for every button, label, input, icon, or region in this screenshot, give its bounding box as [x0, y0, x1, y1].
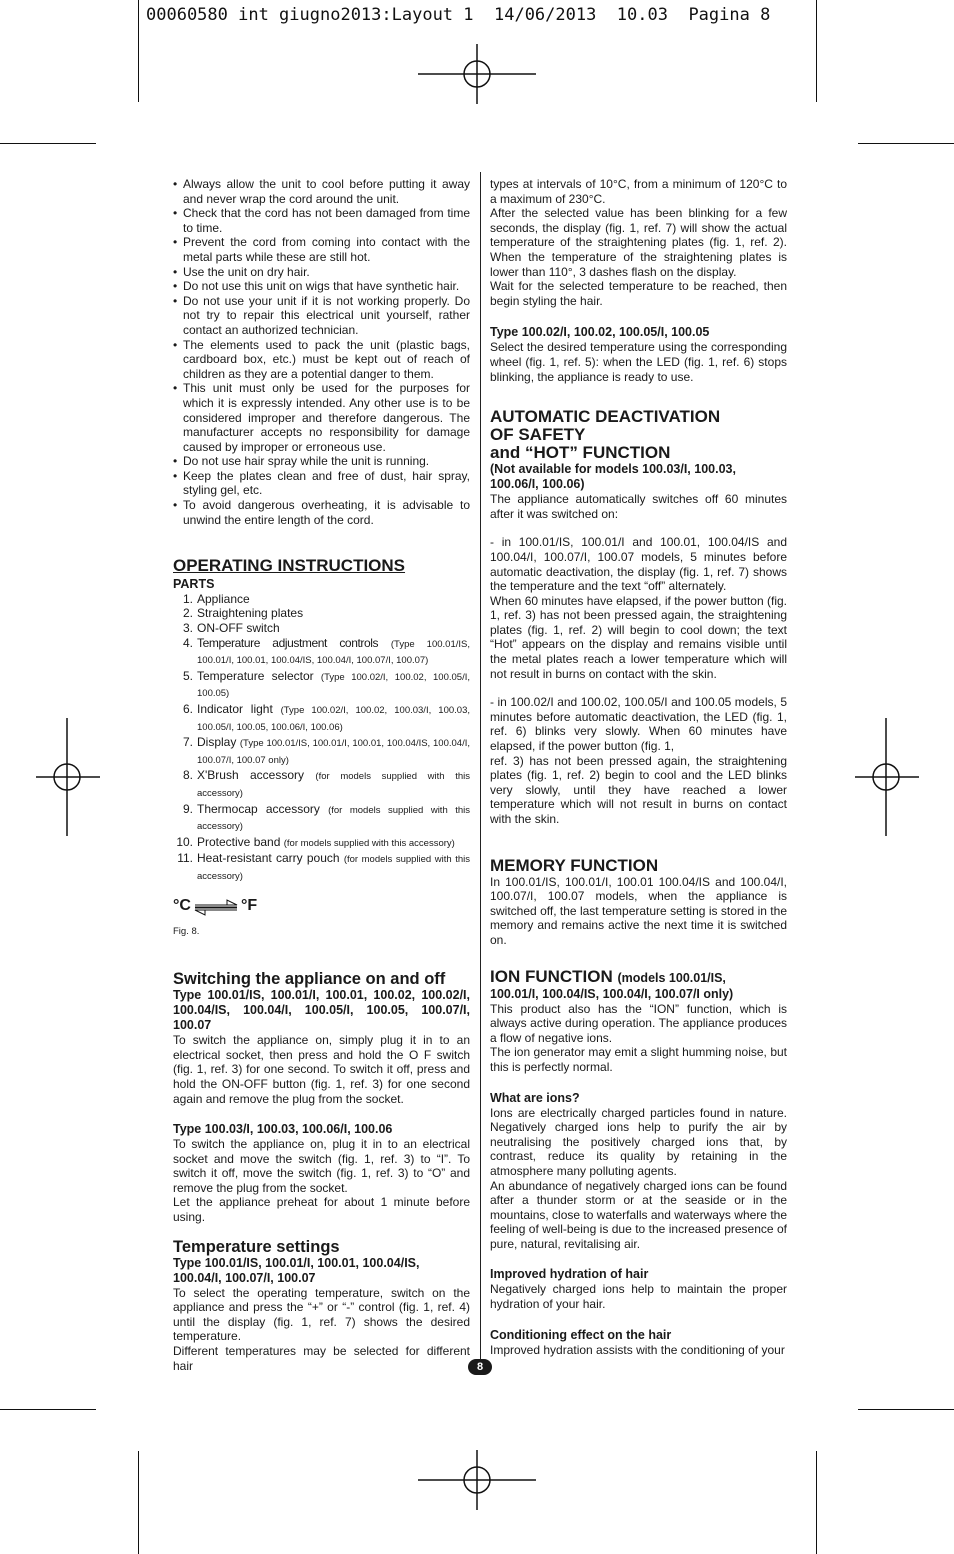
crop-mark [0, 1409, 96, 1410]
bullet-item: • Always allow the unit to cool before putting it away and never wrap the cord around the unit. [173, 177, 470, 206]
conditioning-heading: Conditioning effect on the hair [490, 1327, 672, 1342]
bullet-item: • To avoid dangerous overheating, it is advisable to unwind the entire length of the cord. [173, 498, 470, 527]
celsius-label: °C [173, 897, 191, 915]
auto-text-4: - in 100.02/I and 100.02, 100.05/I and 100.05 models, 5 minutes before automatic deactivation, the LED (fig. 1, ref. 6) blinks very slowly. When 60 minutes have elapsed, if the power button (fig. 1, [490, 695, 787, 754]
crop-mark [816, 1451, 817, 1554]
registration-mark-bottom [418, 1450, 536, 1510]
auto-text-1: The appliance automatically switches off 60 minutes after it was switched on: [490, 492, 787, 521]
crop-mark [858, 143, 954, 144]
auto-text-5: ref. 3) has not been pressed again, the straightening plates (fig. 1, ref. 2) begin to cool and the LED blinks very slowly, until they have reached a lower temperature which will not result in burns on contact with the skin. [490, 753, 787, 826]
switching-type-2: Type 100.03/I, 100.03, 100.06/I, 100.06 [173, 1122, 393, 1137]
part-item: 3. ON-OFF switch [182, 621, 280, 636]
hydration-text: Negatively charged ions help to maintain the proper hydration of your hair. [490, 1282, 787, 1312]
parts-list [173, 592, 470, 885]
crop-mark [816, 0, 817, 102]
part-item: 5. Temperature selector (Type 100.02/I, 100.02, 100.05/I, 100.05) [182, 668, 470, 700]
part-item: 8. X'Brush accessory (for models supplied with this accessory) [182, 768, 471, 799]
temperature-text-6: Select the desired temperature using the corresponding wheel (fig. 1, ref. 5): when the LED (fig. 1, ref. 6) stops blinking, the appliance is ready to use. [490, 340, 787, 384]
page-number: 8 [468, 1359, 492, 1375]
bullet-item: • Do not use your unit if it is not working properly. Do not try to repair this electrical unit yourself, rather contact an authorized technician. [173, 293, 470, 337]
crop-mark [858, 1409, 954, 1410]
temperature-text-4: After the selected value has been blinking for a few seconds, the display (fig. 1, ref. 7) will show the actual temperature of the straightening plates (fig. 1, ref. 2). When the temperature of the straightening plates is lower than 110°, 3 dashes flash on the display. [490, 206, 787, 279]
auto-subtitle: (Not available for models 100.03/I, 100.03, 100.06/I, 100.06) [490, 462, 736, 492]
memory-text: In 100.01/IS, 100.01/I, 100.01 100.04/IS and 100.04/I, 100.07/I, 100.07 models, when the appliance is switched off, the last temperature setting is stored in the memory and remains active the next time it is switched on. [490, 874, 787, 947]
part-item: 9. Thermocap accessory (for models supplied with this accessory) [182, 801, 470, 833]
part-item: 1. Appliance [182, 591, 250, 606]
column-divider [480, 172, 481, 1368]
ion-heading: ION FUNCTION (models 100.01/IS, [490, 966, 726, 986]
what-are-ions-text-2: An abundance of negatively charged ions can be found after a thunder storm or at the seaside or in the mountains, close to waterfalls and waterways where the feeling of well-being is due to the increased presence of pure, natural, revitalising air. [490, 1178, 787, 1251]
registration-mark-left [36, 718, 100, 836]
switching-heading: Switching the appliance on and off [173, 970, 446, 989]
temperature-text-3: types at intervals of 10°C, from a minimum of 120°C to a maximum of 230°C. [490, 177, 787, 206]
part-item: 11. Heat-resistant carry pouch (for models supplied with this accessory) [177, 851, 470, 882]
switching-text-1: To switch the appliance on, simply plug it in to an electrical socket, then press and hold the O F switch (fig. 1, ref. 3) for one second. To switch it off, press and hold the ON-OFF button (fig. 1, ref. 3) for one second again and remove the plug from the socket. [173, 1033, 470, 1106]
bullet-item: • Prevent the cord from coming into contact with the metal parts while these are still hot. [173, 235, 470, 264]
fig-8-conversion [173, 897, 470, 917]
ion-text-2: The ion generator may emit a slight humming noise, but this is perfectly normal. [490, 1045, 787, 1074]
temperature-text-2: Different temperatures may be selected for different hair [173, 1344, 470, 1373]
what-are-ions-text-1: Ions are electrically charged particles found in nature. Negatively charged ions help to purify the air by neutralising the positively charged ions that, by contrast, reduce its quality by retaining in the atmosphere many polluting agents. [490, 1105, 787, 1178]
left-column [173, 177, 470, 1373]
ion-heading-note: 100.01/I, 100.04/IS, 100.04/I, 100.07/I only) [490, 986, 734, 1001]
registration-mark-top [418, 44, 536, 104]
bullet-item: • Do not use this unit on wigs that have synthetic hair. [173, 279, 460, 294]
bullet-item: • This unit must only be used for the purposes for which it is expressly intended. Any other use is to be considered improper and therefore dangerous. The manufacturer accepts no responsibility for damage caused by improper or erroneous use. [173, 381, 470, 454]
bullet-item: • Check that the cord has not been damaged from time to time. [173, 206, 470, 235]
parts-heading: PARTS [173, 577, 215, 592]
temperature-text-1: To select the operating temperature, switch on the appliance and press the “+” or “-” control (fig. 1, ref. 4) until the display (fig. 1, ref. 7) shows the desired temperature. [173, 1285, 470, 1344]
ion-text-1: This product also has the “ION” function, which is always active during operation. The appliance produces a flow of negative ions. [490, 1001, 787, 1045]
fahrenheit-label: °F [240, 897, 258, 915]
part-item: 6. Indicator light (Type 100.02/I, 100.02, 100.03/I, 100.03, 100.05/I, 100.05, 100.06/I, 100.06) [182, 702, 470, 733]
registration-mark-right [855, 718, 919, 836]
bullet-item: • The elements used to pack the unit (plastic bags, cardboard box, etc.) must be kept out of reach of children as they are a potential danger to them. [173, 337, 470, 381]
temperature-type-2: Type 100.02/I, 100.02, 100.05/I, 100.05 [490, 325, 710, 340]
temperature-heading: Temperature settings [173, 1237, 340, 1256]
fig-caption: Fig. 8. [173, 925, 200, 937]
conditioning-text: Improved hydration assists with the conditioning of your [490, 1342, 785, 1357]
hydration-heading: Improved hydration of hair [490, 1267, 649, 1282]
switching-text-2: To switch the appliance on, plug it in to an electrical socket and move the switch (fig. 1, ref. 3) to “I”. To switch it off, move the switch (fig. 1, ref. 3) to “O” and remove the plug from the socket. [173, 1137, 470, 1195]
safety-bullets [173, 177, 470, 527]
right-column [490, 177, 787, 1357]
crop-mark [138, 1451, 139, 1554]
auto-deactivation-heading: AUTOMATIC DEACTIVATION OF SAFETY and “HOT” FUNCTION [490, 407, 721, 463]
part-item: 4. Temperature adjustment controls (Type 100.01/IS, 100.01/I, 100.01, 100.04/IS, 100.04/I, 100.07/I, 100.07) [182, 635, 470, 667]
operating-instructions-heading: OPERATING INSTRUCTIONS [173, 556, 406, 576]
temperature-type-1: Type 100.01/IS, 100.01/I, 100.01, 100.04/IS, 100.04/I, 100.07/I, 100.07 [173, 1255, 420, 1285]
switching-type-1: Type 100.01/IS, 100.01/I, 100.01, 100.02, 100.02/I, 100.04/IS, 100.04/I, 100.05/I, 100.05, 100.07/I, 100.07 [173, 988, 470, 1033]
crop-mark [138, 0, 139, 102]
part-item: 2. Straightening plates [182, 606, 304, 621]
crop-mark [0, 143, 96, 144]
part-item: 7. Display (Type 100.01/IS, 100.01/I, 100.01, 100.04/IS, 100.04/I, 100.07/I, 100.07 only) [182, 735, 470, 766]
bullet-item: • Use the unit on dry hair. [173, 264, 310, 279]
slug-line: 00060580 int giugno2013:Layout 1 14/06/2013 10.03 Pagina 8 [146, 5, 771, 25]
bullet-item: • Keep the plates clean and free of dust, hair spray, styling gel, etc. [173, 468, 470, 498]
bullet-item: • Do not use hair spray while the unit is running. [173, 454, 430, 469]
switching-text-3: Let the appliance preheat for about 1 minute before using. [173, 1195, 470, 1225]
temperature-text-5: Wait for the selected temperature to be reached, then begin styling the hair. [490, 279, 787, 308]
convert-arrows-icon [193, 897, 239, 917]
auto-text-2: - in 100.01/IS, 100.01/I and 100.01, 100.04/IS and 100.04/I, 100.07/I, 100.07 models, 5 minutes before automatic deactivation, the display (fig. 1, ref. 7) shows the temperature and the text “off” alternately. [490, 535, 787, 594]
auto-text-3: When 60 minutes have elapsed, if the power button (fig. 1, ref. 3) has not been pressed again, the straightening plates (fig. 1, ref. 2) will begin to cool down; the text “Hot” appears on the display and remains visible until the metal plates reach a lower temperature which will not result in burns on contact with the skin. [490, 593, 787, 681]
part-item: 10. Protective band (for models supplied with this accessory) [176, 834, 455, 849]
memory-heading: MEMORY FUNCTION [490, 855, 659, 875]
what-are-ions-heading: What are ions? [490, 1090, 580, 1105]
